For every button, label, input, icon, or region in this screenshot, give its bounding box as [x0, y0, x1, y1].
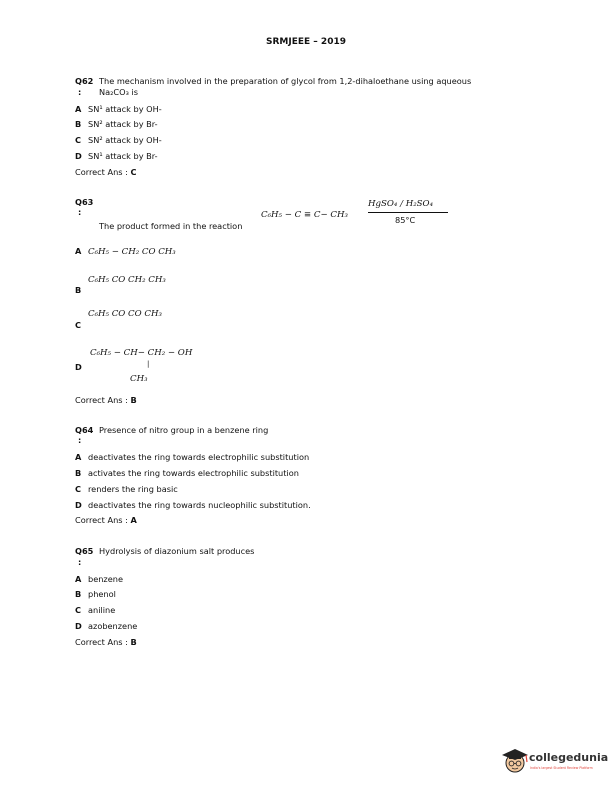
option-letter: A: [75, 246, 82, 256]
question-number: Q63: [75, 197, 94, 207]
option-c[interactable]: [75, 484, 178, 494]
option-text: benzene: [88, 574, 123, 584]
option-d[interactable]: [75, 500, 311, 510]
answer-value: B: [130, 395, 137, 405]
correct-answer: [75, 515, 137, 525]
option-text: SN¹ attack by Br-: [88, 151, 158, 161]
option-c-letter-row[interactable]: [75, 320, 88, 330]
option-text: phenol: [88, 589, 116, 599]
option-text: renders the ring basic: [88, 484, 178, 494]
correct-answer: [75, 637, 137, 647]
question-text: Presence of nitro group in a benzene ring: [99, 425, 269, 435]
question-colon: :: [78, 87, 82, 97]
option-d-letter-row[interactable]: [75, 362, 88, 372]
correct-answer: [75, 167, 137, 177]
question-text: The product formed in the reaction: [99, 221, 243, 231]
option-letter: B: [75, 468, 82, 478]
cap-tassel: [526, 755, 527, 762]
option-text[interactable]: C₆H₅ CO CO CH₃: [88, 309, 162, 319]
option-text: deactivates the ring towards nucleophilic substitution.: [88, 500, 311, 510]
question-colon: :: [78, 207, 82, 217]
option-letter: B: [75, 589, 82, 599]
option-letter: D: [75, 621, 82, 631]
option-letter: C: [75, 484, 82, 494]
question-colon: :: [78, 435, 82, 445]
option-b-letter-row[interactable]: [75, 285, 88, 295]
reaction-temperature: 85°C: [395, 215, 416, 225]
correct-answer: [75, 395, 137, 405]
question-text: The mechanism involved in the preparation of glycol from 1,2-dihaloethane using aqueous: [99, 76, 472, 86]
answer-value: A: [130, 515, 137, 525]
option-a[interactable]: [75, 452, 309, 462]
option-letter: C: [75, 320, 82, 330]
branch-group: CH₃: [130, 374, 148, 384]
question-text-cont: Na₂CO₃ is: [99, 87, 139, 97]
option-d[interactable]: [75, 151, 158, 161]
option-d[interactable]: [75, 621, 137, 631]
option-a[interactable]: [75, 574, 123, 584]
option-text: SN¹ attack by OH-: [88, 104, 162, 114]
option-text: azobenzene: [88, 621, 138, 631]
option-b[interactable]: [75, 589, 116, 599]
option-text[interactable]: C₆H₅ CO CH₂ CH₃: [88, 275, 166, 285]
option-letter: A: [75, 104, 82, 114]
option-a[interactable]: [75, 246, 176, 257]
option-letter: A: [75, 452, 82, 462]
page-title: SRMJEEE – 2019: [266, 37, 346, 47]
answer-label: Correct Ans :: [75, 395, 128, 405]
option-a[interactable]: [75, 104, 162, 114]
cap-band: [509, 755, 521, 759]
brand-name: collegedunia: [529, 751, 609, 764]
option-letter: C: [75, 605, 82, 615]
option-b[interactable]: [75, 119, 158, 129]
brand-tagline: India's largest Student Review Platform: [530, 766, 593, 770]
option-text[interactable]: C₆H₅ − CH− CH₂ − OH: [90, 348, 193, 358]
option-letter: C: [75, 135, 82, 145]
answer-label: Correct Ans :: [75, 637, 128, 647]
question-number: Q62: [75, 76, 94, 86]
option-letter: D: [75, 500, 82, 510]
answer-value: B: [130, 637, 137, 647]
option-text: SN² attack by OH-: [88, 135, 162, 145]
answer-label: Correct Ans :: [75, 515, 128, 525]
question-number: Q64: [75, 425, 94, 435]
branch-bond: |: [147, 360, 150, 368]
graduate-face-icon: [500, 746, 530, 774]
option-text: SN² attack by Br-: [88, 119, 158, 129]
reaction-reactant: C₆H₅ − C ≡ C− CH₃: [261, 210, 348, 220]
option-text: aniline: [88, 605, 116, 615]
option-text: C₆H₅ − CH₂ CO CH₃: [88, 247, 176, 257]
answer-label: Correct Ans :: [75, 167, 128, 177]
answer-value: C: [130, 167, 137, 177]
option-letter: A: [75, 574, 82, 584]
option-letter: D: [75, 151, 82, 161]
question-colon: :: [78, 557, 82, 567]
option-c[interactable]: [75, 135, 162, 145]
question-number: Q65: [75, 546, 94, 556]
reaction-arrow: [368, 212, 448, 213]
option-letter: B: [75, 119, 82, 129]
reaction-reagent: HgSO₄ / H₂SO₄: [368, 199, 434, 209]
option-text: deactivates the ring towards electrophilic substitution: [88, 452, 310, 462]
option-letter: B: [75, 285, 82, 295]
question-text: Hydrolysis of diazonium salt produces: [99, 546, 255, 556]
option-c[interactable]: [75, 605, 115, 615]
option-letter: D: [75, 362, 82, 372]
option-b[interactable]: [75, 468, 299, 478]
option-text: activates the ring towards electrophilic substitution: [88, 468, 299, 478]
